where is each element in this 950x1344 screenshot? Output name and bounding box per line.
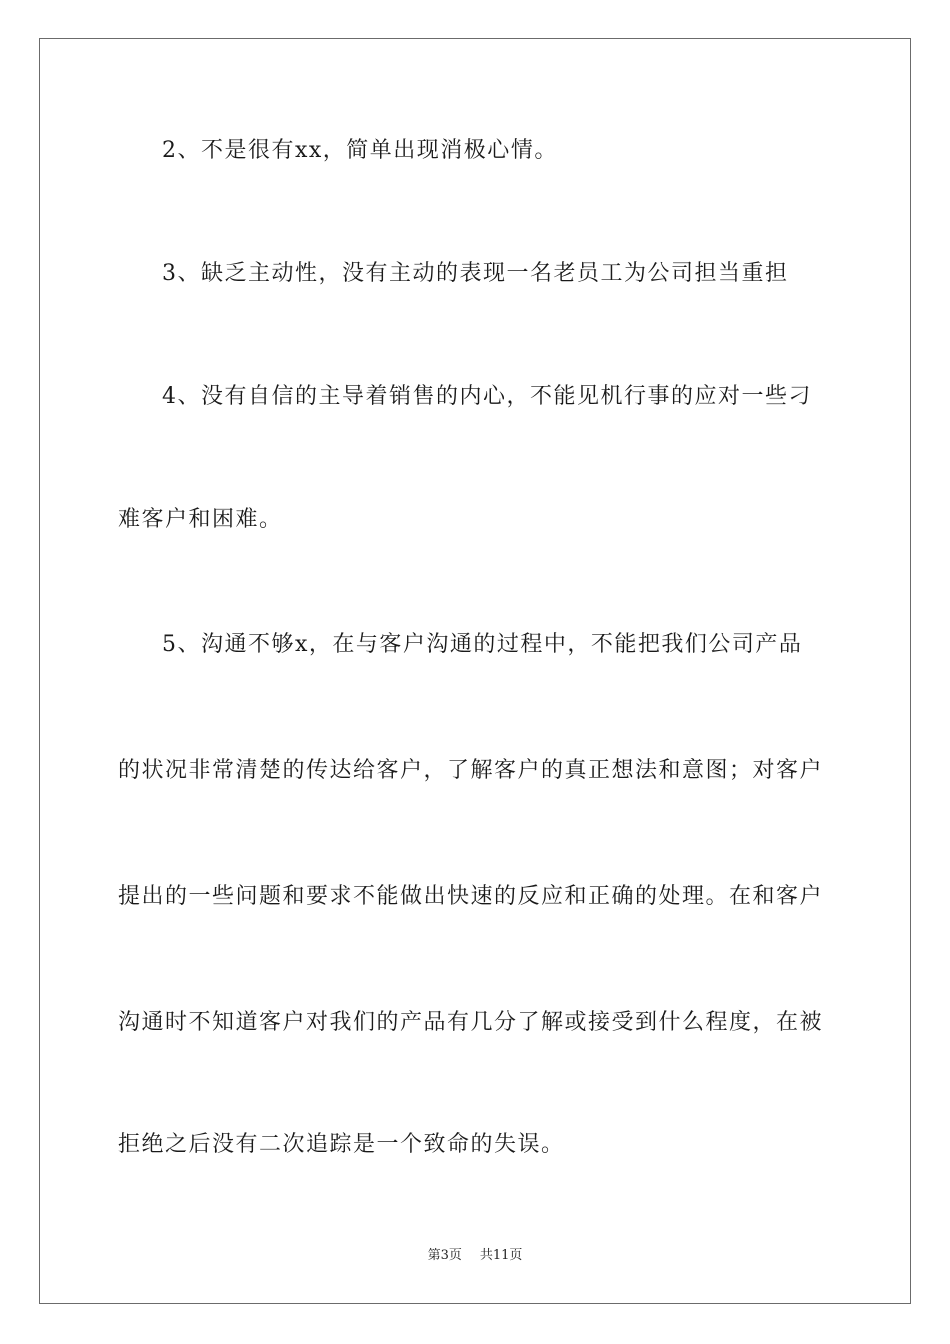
page-border xyxy=(39,38,911,1304)
paragraph-5-line-2: 的状况非常清楚的传达给客户，了解客户的真正想法和意图；对客户 xyxy=(118,758,824,783)
paragraph-5-line-4: 沟通时不知道客户对我们的产品有几分了解或接受到什么程度，在被 xyxy=(118,1010,824,1035)
paragraph-5-line-3: 提出的一些问题和要求不能做出快速的反应和正确的处理。在和客户 xyxy=(118,884,824,909)
page-footer xyxy=(0,1247,950,1265)
paragraph-5-line-5: 拒绝之后没有二次追踪是一个致命的失误。 xyxy=(118,1132,565,1157)
paragraph-3-line-1: 3、缺乏主动性，没有主动的表现一名老员工为公司担当重担 xyxy=(162,261,789,286)
paragraph-2-line-1: 2、不是很有xx，简单出现消极心情。 xyxy=(162,138,558,163)
paragraph-4-line-1: 4、没有自信的主导着销售的内心，不能见机行事的应对一些刁 xyxy=(162,384,812,409)
page-number: 第3页 xyxy=(427,1248,462,1263)
total-pages: 共11页 xyxy=(479,1248,523,1263)
paragraph-4-line-2: 难客户和困难。 xyxy=(118,507,283,532)
paragraph-5-line-1: 5、沟通不够x，在与客户沟通的过程中，不能把我们公司产品 xyxy=(162,632,803,657)
